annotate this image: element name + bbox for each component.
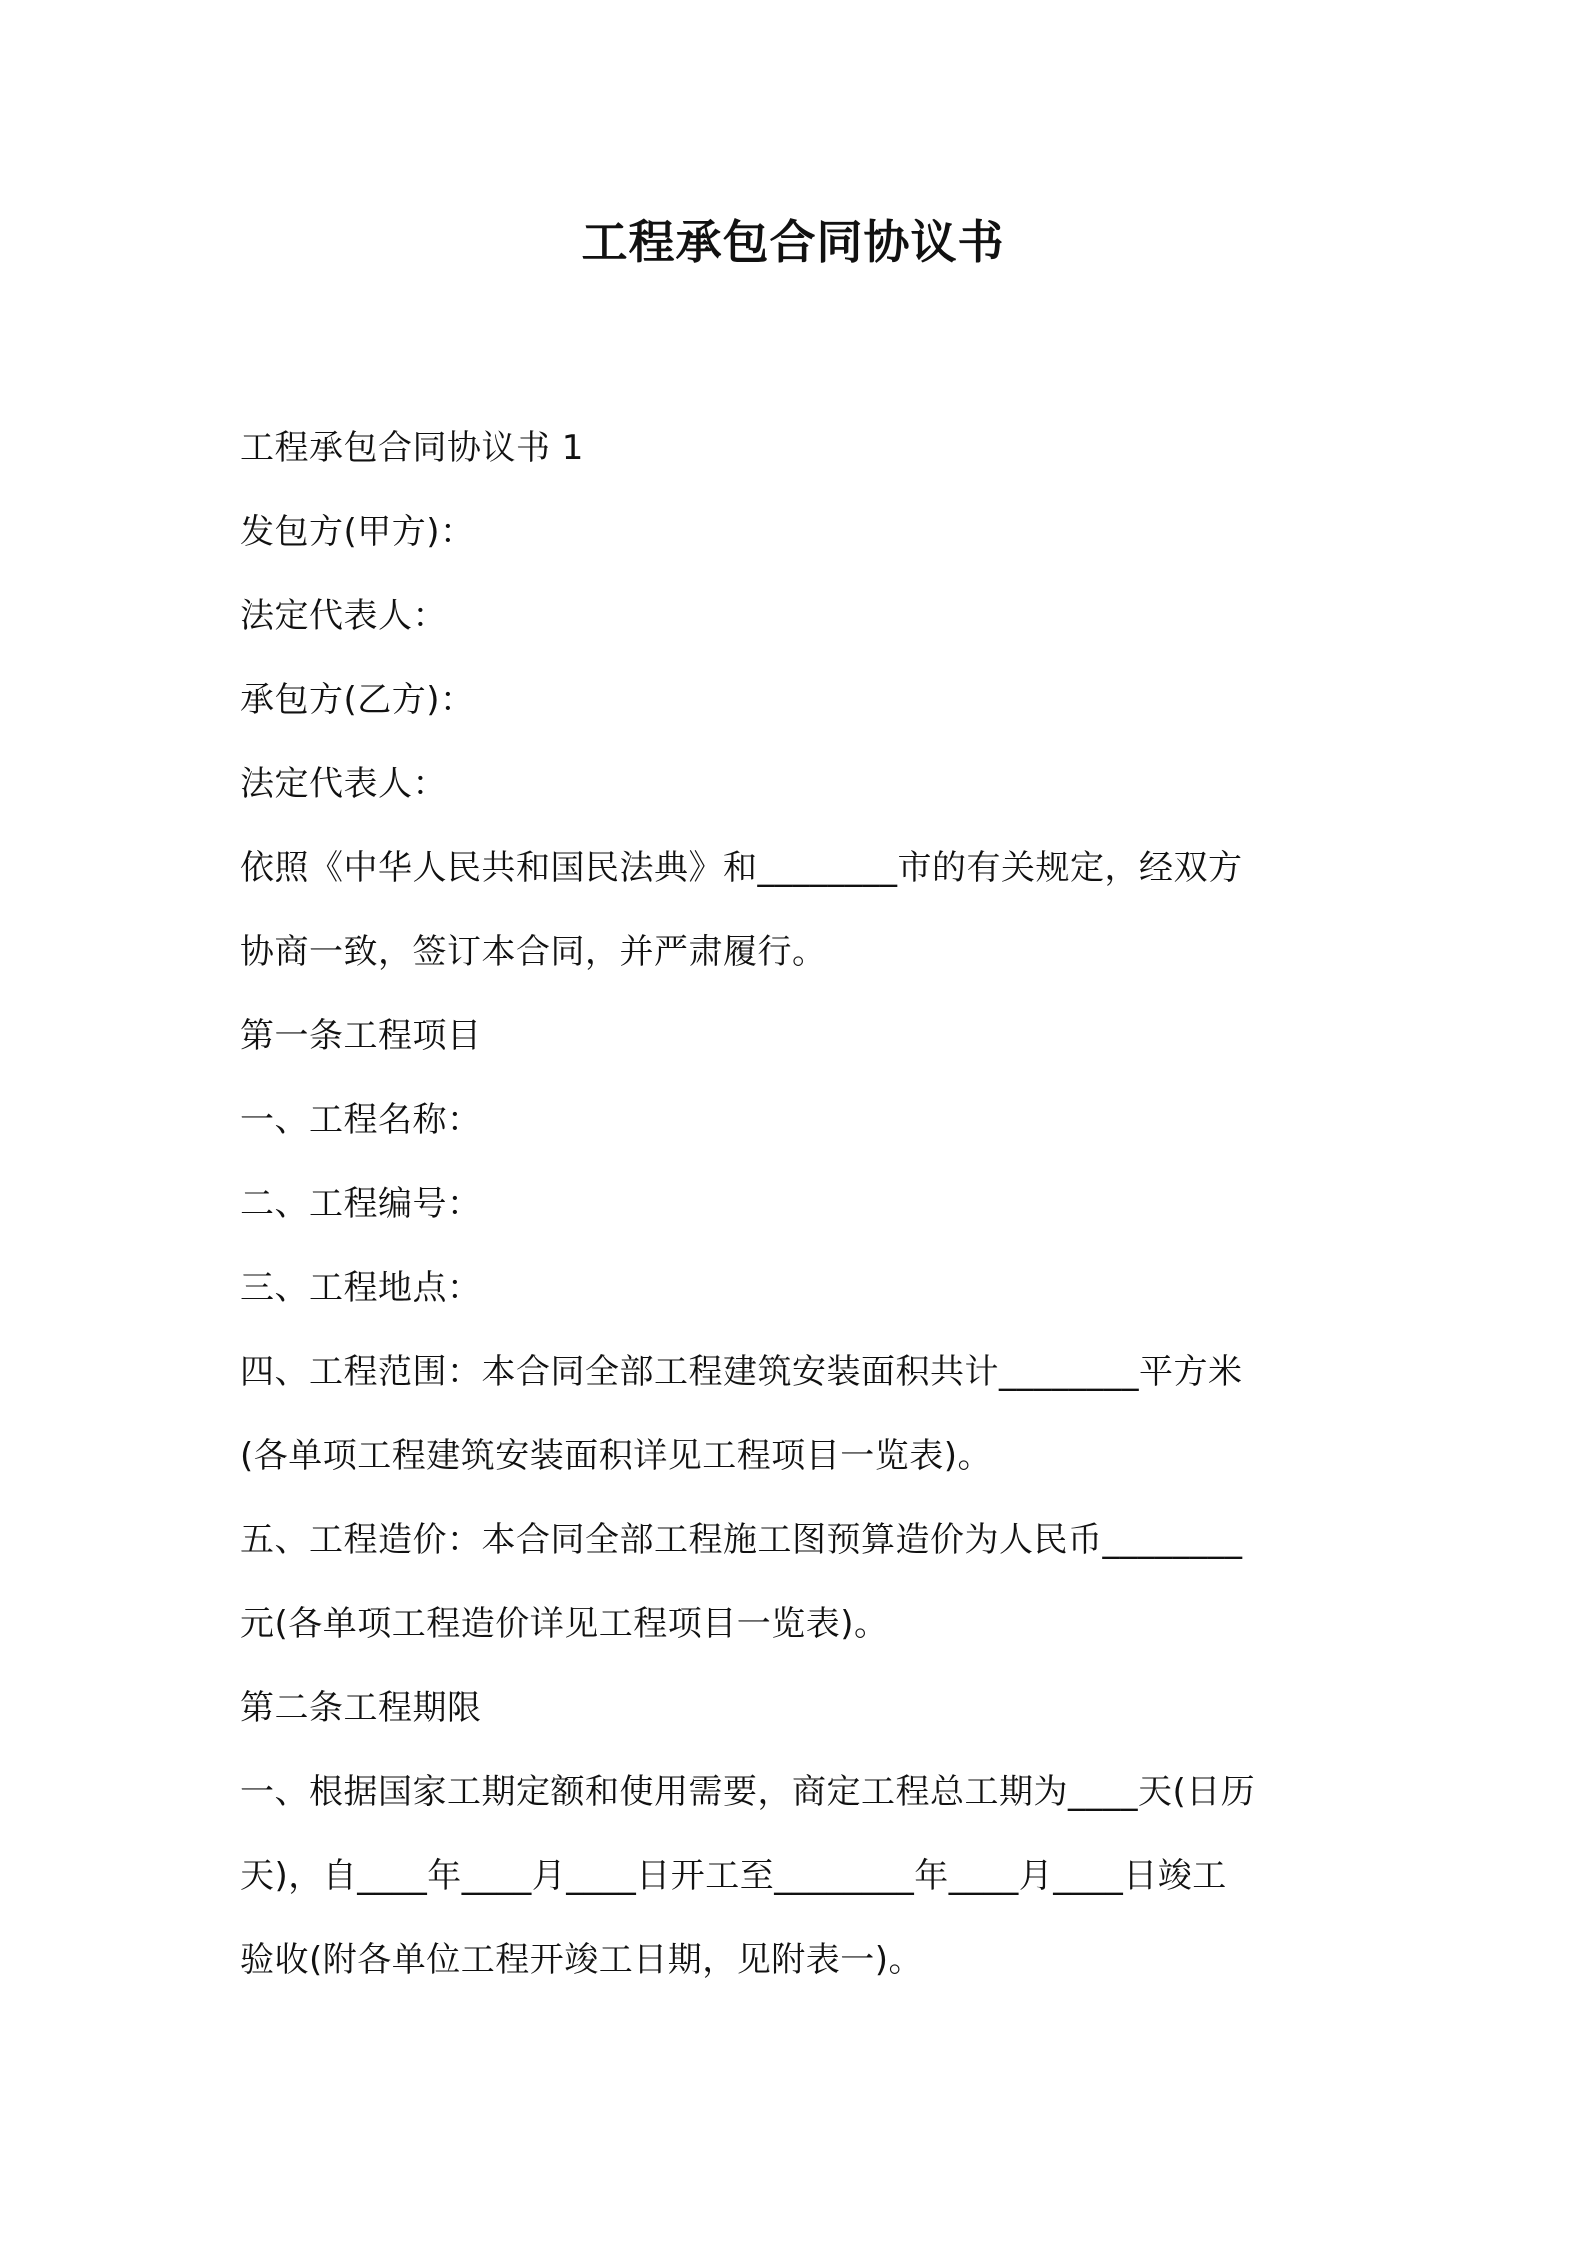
paragraph-legal-rep-a: 法定代表人： <box>240 596 447 636</box>
paragraph-party-a: 发包方(甲方)： <box>240 512 475 552</box>
paragraph-schedule-line-3: 验收(附各单位工程开竣工日期，见附表一)。 <box>240 1940 924 1980</box>
paragraph-party-b: 承包方(乙方)： <box>240 680 475 720</box>
paragraph-heading: 工程承包合同协议书 1 <box>240 428 584 468</box>
section-heading-article-2: 第二条工程期限 <box>240 1688 482 1728</box>
paragraph-basis-line-1: 依照《中华人民共和国民法典》和________市的有关规定，经双方 <box>240 848 1243 888</box>
document-title: 工程承包合同协议书 <box>581 215 1005 269</box>
paragraph-project-name: 一、工程名称： <box>240 1100 482 1140</box>
paragraph-legal-rep-b: 法定代表人： <box>240 764 447 804</box>
section-heading-article-1: 第一条工程项目 <box>240 1016 482 1056</box>
document-body <box>240 406 1358 2002</box>
paragraph-project-location: 三、工程地点： <box>240 1268 482 1308</box>
paragraph-basis-line-2: 协商一致，签订本合同，并严肃履行。 <box>240 932 827 972</box>
paragraph-schedule-line-2: 天)，自____年____月____日开工至________年____月____日竣工 <box>240 1856 1227 1896</box>
paragraph-project-scope-line-1: 四、工程范围：本合同全部工程建筑安装面积共计________平方米 <box>240 1352 1243 1392</box>
paragraph-project-scope-line-2: (各单项工程建筑安装面积详见工程项目一览表)。 <box>240 1436 993 1476</box>
paragraph-project-number: 二、工程编号： <box>240 1184 482 1224</box>
paragraph-project-cost-line-2: 元(各单项工程造价详见工程项目一览表)。 <box>240 1604 889 1644</box>
paragraph-schedule-line-1: 一、根据国家工期定额和使用需要，商定工程总工期为____天(日历 <box>240 1772 1256 1812</box>
paragraph-project-cost-line-1: 五、工程造价：本合同全部工程施工图预算造价为人民币________ <box>240 1520 1243 1560</box>
